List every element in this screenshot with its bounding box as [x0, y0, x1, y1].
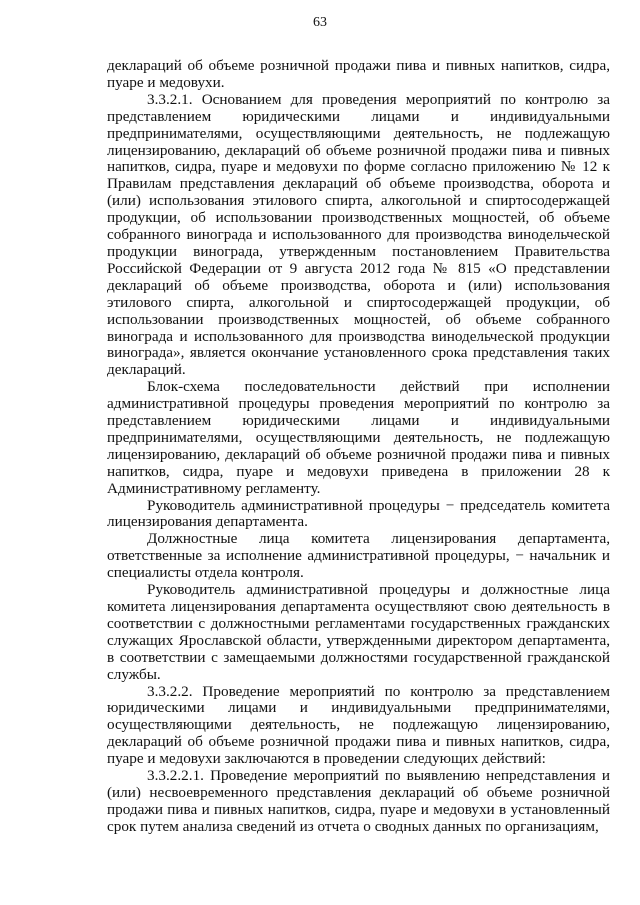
paragraph-responsible-officials: Должностные лица комитета лицензирования департамента, ответственные за исполнение административной процедуры, − начальник и специалисты отдела контроля.	[107, 530, 610, 582]
page-number: 63	[313, 15, 327, 30]
paragraph-procedure-head: Руководитель административной процедуры − председатель комитета лицензирования департамента.	[107, 496, 610, 531]
paragraph-3-3-2-2: 3.3.2.2. Проведение мероприятий по контролю за представлением юридическими лицами и индивидуальными предпринимателями, осуществляющими деятельность, не подлежащую лицензированию, деклараций об объеме розничной продажи пива и пивных напитков, сидра, пуаре и медовухи заключаются в проведении следующих действий:	[107, 682, 610, 768]
paragraph-block-scheme: Блок-схема последовательности действий при исполнении административной процедуры проведения мероприятий по контролю за представлением юридическими лицами и индивидуальными предпринимателями, осуществляющими деятельность, не подлежащую лицензированию, деклараций об объеме розничной продажи пива и пивных напитков, сидра, пуаре и медовухи приведена в приложении 28 к Административному регламенту.	[107, 378, 610, 497]
paragraph-activity-regulation: Руководитель административной процедуры и должностные лица комитета лицензирования департамента осуществляют свою деятельность в соответствии с должностными регламентами государственных гражданских служащих Ярославской области, утвержденными директором департамента, в соответствии с замещаемыми должностями государственной гражданской службы.	[107, 581, 610, 683]
paragraph-3-3-2-1: 3.3.2.1. Основанием для проведения мероприятий по контролю за представлением юридическими лицами и индивидуальными предпринимателями, осуществляющими деятельность, не подлежащую лицензированию, деклараций об объеме розничной продажи пива и пивных напитков, сидра, пуаре и медовухи по форме согласно приложению № 12 к Правилам представления деклараций об объеме производства, оборота и (или) использования этилового спирта, алкогольной и спиртосодержащей продукции, об использовании производственных мощностей, об объеме собранного винограда и использованного для производства винодельческой продукции винограда, утвержденным постановлением Правительства Российской Федерации от 9 августа 2012 года № 815 «О представлении деклараций об объеме производства, оборота и (или) использования этилового спирта, алкогольной и спиртосодержащей продукции, об использовании производственных мощностей, об объеме собранного винограда и использованного для производства винодельческой продукции винограда», является окончание установленного срока представления таких деклараций.	[107, 90, 610, 379]
document-body	[107, 58, 610, 836]
paragraph-3-3-2-2-1: 3.3.2.2.1. Проведение мероприятий по выявлению непредставления и (или) несвоевременного представления деклараций об объеме розничной продажи пива и пивных напитков, сидра, пуаре и медовухи в установленный срок путем анализа сведений из отчета о сводных данных по организациям,	[107, 767, 610, 835]
paragraph-continuation: деклараций об объеме розничной продажи пива и пивных напитков, сидра, пуаре и медовухи.	[107, 57, 610, 91]
